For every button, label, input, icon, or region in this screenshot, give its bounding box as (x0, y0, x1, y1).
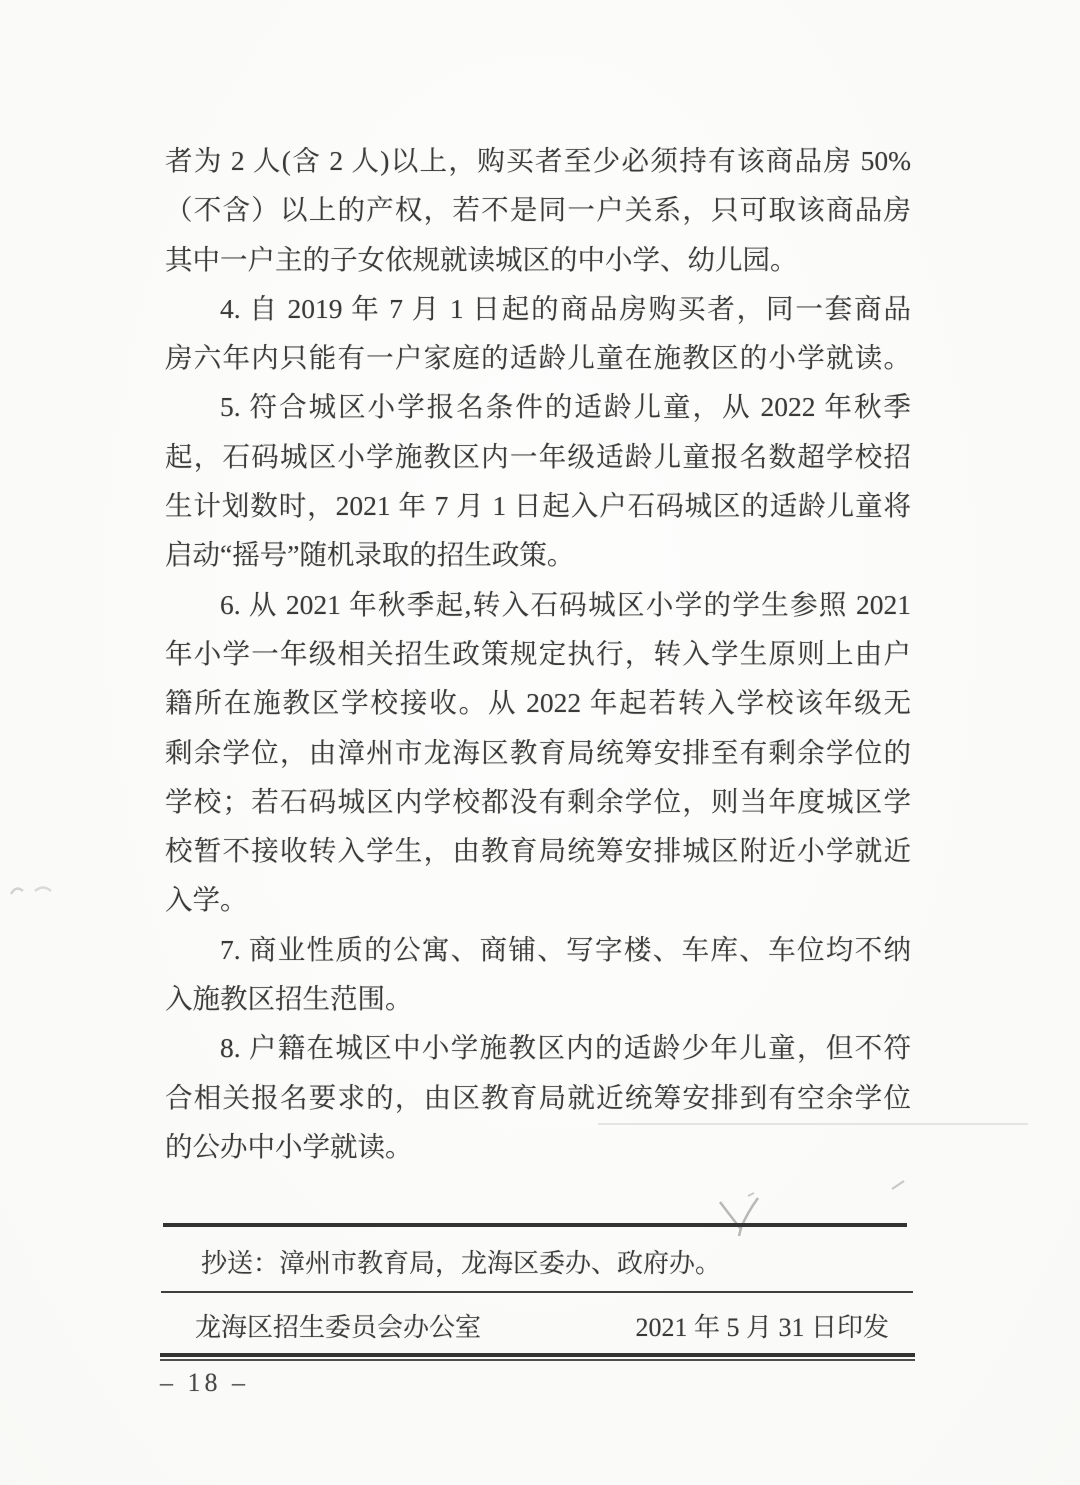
document-line: 7. 商业性质的公寓、商铺、写字楼、车库、车位均不纳 (220, 933, 911, 965)
page-number: – 18 – (160, 1368, 249, 1397)
document-line: 剩余学位，由漳州市龙海区教育局统筹安排至有剩余学位的 (165, 736, 911, 768)
document-line: 合相关报名要求的，由区教育局就近统筹安排到有空余学位 (165, 1081, 911, 1113)
document-line: 生计划数时，2021 年 7 月 1 日起入户石码城区的适龄儿童将 (165, 490, 911, 522)
document-line: 其中一户主的子女依规就读城区的中小学、幼儿园。 (165, 243, 798, 275)
document-line: 入学。 (165, 884, 248, 916)
document-line: 启动“摇号”随机录取的招生政策。 (165, 539, 575, 571)
document-line: 4. 自 2019 年 7 月 1 日起的商品房购买者，同一套商品 (220, 292, 911, 324)
document-line: 校暂不接收转入学生，由教育局统筹安排城区附近小学就近 (165, 835, 911, 867)
document-line: 起，石码城区小学施教区内一年级适龄儿童报名数超学校招 (165, 440, 911, 472)
cc-text: 抄送：漳州市教育局，龙海区委办、政府办。 (201, 1249, 722, 1278)
document-line: 年小学一年级相关招生政策规定执行，转入学生原则上由户 (165, 637, 911, 669)
issuer-line (195, 1310, 889, 1346)
footer-bottom-rule (160, 1353, 915, 1361)
document-line: 籍所在施教区学校接收。从 2022 年起若转入学校该年级无 (165, 687, 911, 719)
scan-checkmark-artifact (708, 1192, 778, 1240)
document-line: 8. 户籍在城区中小学施教区内的适龄少年儿童，但不符 (220, 1032, 911, 1064)
document-line: 6. 从 2021 年秋季起,转入石码城区小学的学生参照 2021 (220, 588, 911, 620)
document-line: 的公办中小学就读。 (165, 1130, 413, 1162)
print-date: 2021 年 5 月 31 日印发 (635, 1313, 889, 1342)
cc-line (201, 1246, 911, 1282)
document-line: 者为 2 人(含 2 人)以上，购买者至少必须持有该商品房 50% (165, 145, 911, 176)
document-line: 5. 符合城区小学报名条件的适龄儿童，从 2022 年秋季 (220, 391, 911, 423)
footer-middle-rule (161, 1291, 913, 1293)
issuing-office: 龙海区招生委员会办公室 (195, 1313, 482, 1342)
footer-top-rule (163, 1223, 907, 1227)
document-line: 房六年内只能有一户家庭的适龄儿童在施教区的小学就读。 (165, 342, 911, 374)
document-line: 学校；若石码城区内学校都没有剩余学位，则当年度城区学 (165, 785, 911, 817)
document-line: 入施教区招生范围。 (165, 983, 413, 1015)
document-body (165, 136, 911, 1171)
scan-tick-artifact (890, 1178, 908, 1192)
document-line: （不含）以上的产权，若不是同一户关系，只可取该商品房 (165, 194, 911, 226)
scan-smudge-artifact (8, 876, 56, 904)
